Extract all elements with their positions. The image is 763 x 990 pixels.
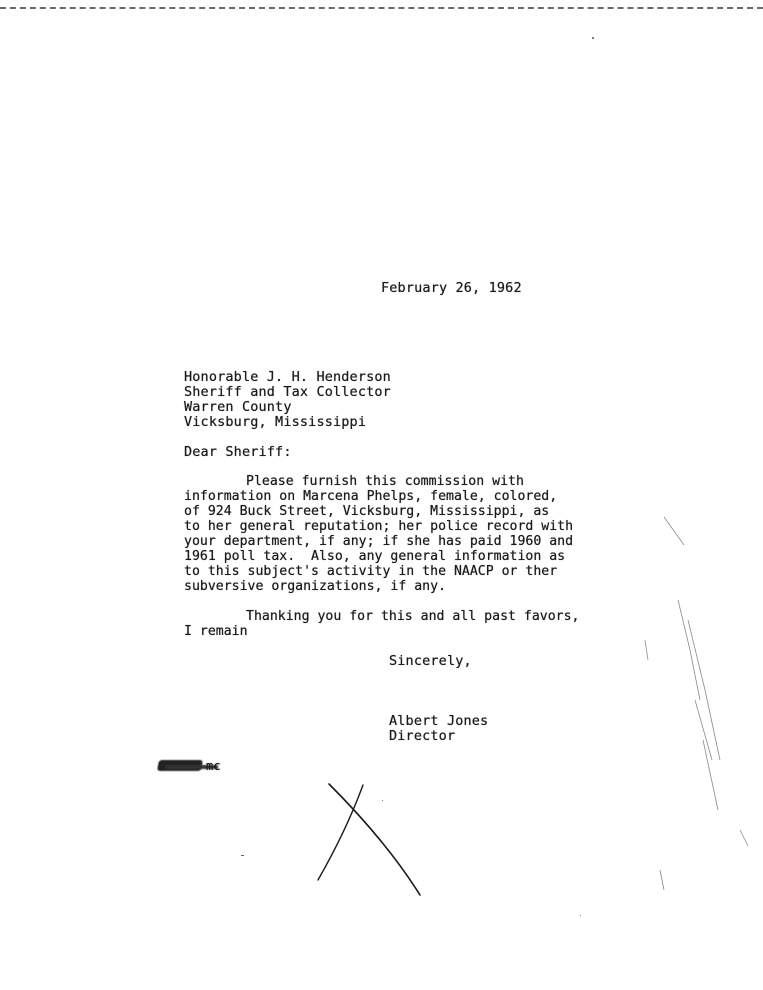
address-line: Vicksburg, Mississippi — [184, 414, 367, 430]
closing-line: Thanking you for this and all past favors, — [246, 609, 580, 624]
speck — [592, 37, 594, 39]
letter-date: February 26, 1962 — [381, 280, 522, 296]
edge-scratches — [645, 517, 748, 890]
typist-initials: mc — [206, 759, 221, 773]
signer-title: Director — [389, 728, 456, 744]
address-line: Sheriff and Tax Collector — [184, 384, 391, 400]
body-line: to her general reputation; her police record with — [184, 519, 574, 534]
body-line: of 924 Buck Street, Vicksburg, Mississippi, as — [184, 504, 550, 519]
body-line: Please furnish this commission with — [246, 474, 524, 489]
signer-name: Albert Jones — [389, 713, 489, 729]
speck — [580, 915, 581, 916]
body-line: 1961 poll tax. Also, any general information as — [184, 549, 566, 564]
speck — [382, 800, 383, 801]
valediction: Sincerely, — [389, 653, 472, 669]
body-line: subversive organizations, if any. — [184, 579, 447, 594]
salutation: Dear Sheriff: — [184, 444, 292, 460]
body-line: your department, if any; if she has paid 1960 and — [184, 534, 574, 549]
x-mark — [318, 784, 420, 895]
body-line: to this subject's activity in the NAACP or ther — [184, 564, 558, 579]
address-line: Honorable J. H. Henderson — [184, 369, 391, 385]
speck — [241, 855, 244, 856]
address-line: Warren County — [184, 399, 292, 415]
closing-line: I remain — [184, 624, 248, 639]
body-line: information on Marcena Phelps, female, colored, — [184, 489, 558, 504]
